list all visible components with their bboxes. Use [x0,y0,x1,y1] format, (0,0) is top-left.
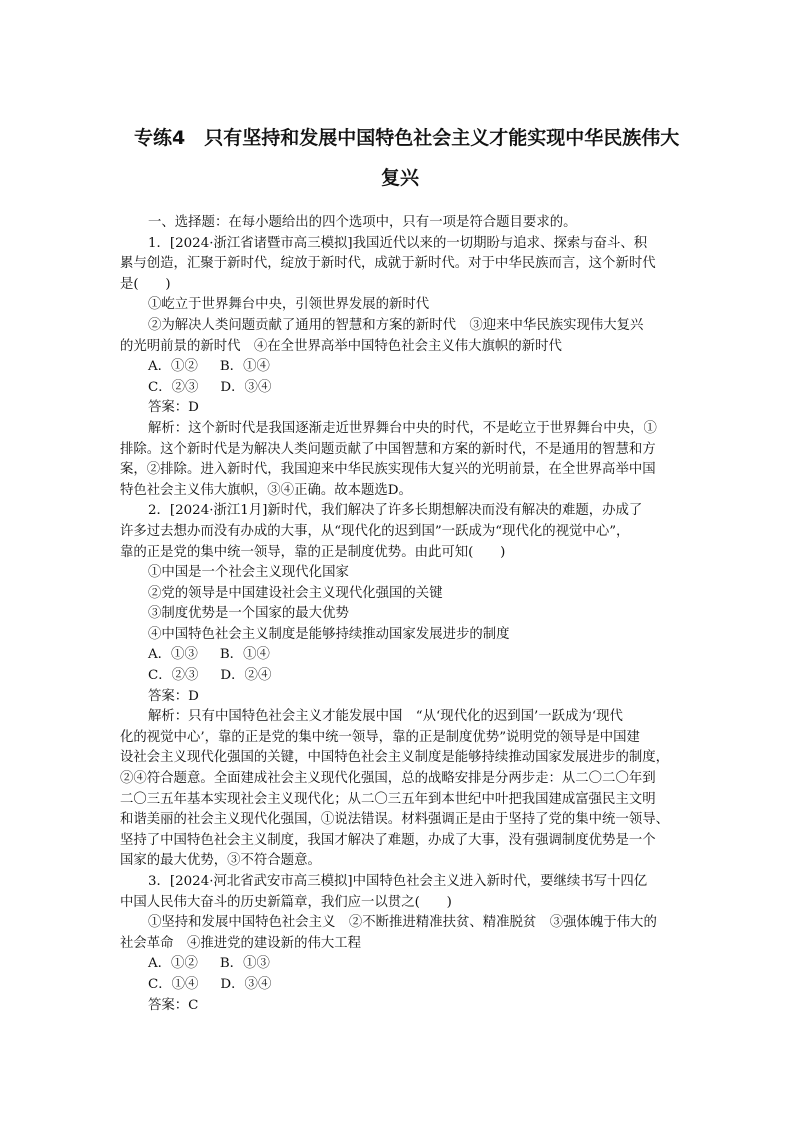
q1-option-c: C．②③ [148,379,199,395]
q3-item-line: 社会革命 ④推进党的建设新的伟大工程 [120,935,362,951]
q1-item-line: ②为解决人类问题贡献了通用的智慧和方案的新时代 ③迎来中华民族实现伟大复兴 [148,317,644,333]
q3-option-d: D．③④ [220,976,272,992]
q2-analysis-line: 和谐美丽的社会主义现代化强国，①说法错误。材料强调正是由于坚持了党的集中统一领导、 [120,812,670,828]
q3-options-row [120,975,680,996]
title-line-1: 专练4 只有坚持和发展中国特色社会主义才能实现中华民族伟大 [134,127,680,149]
q3-option-b: B．①③ [219,956,270,972]
q2-option-d: D．②④ [220,668,272,684]
q2-item-line: ④中国特色社会主义制度是能够持续推动国家发展进步的制度 [148,626,510,642]
q2-analysis-line: 设社会主义现代化强国的关键，中国特色社会主义制度是能够持续推动国家发展进步的制度， [120,750,670,766]
q2-option-a: A．①③ [148,647,198,663]
q3-answer: 答案：C [148,997,199,1013]
q1-analysis-line: 特色社会主义伟大旗帜，③④正确。故本题选D。 [120,482,412,498]
q2-stem-line: 靠的正是党的集中统一领导，靠的正是制度优势。由此可知( ) [120,544,506,560]
q3-option-c: C．①④ [148,976,199,992]
q1-answer: 答案：D [148,400,199,416]
q1-analysis-line: 排除。这个新时代是为解决人类问题贡献了中国智慧和方案的新时代，不是通用的智慧和方 [120,441,656,457]
q1-option-d: D．③④ [220,379,272,395]
q1-item-line: 的光明前景的新时代 ④在全世界高举中国特色社会主义伟大旗帜的新时代 [120,338,562,354]
document-body [120,213,680,1016]
q2-option-b: B．①④ [219,647,270,663]
q2-options-row [120,666,680,687]
q3-stem-line: 中国人民伟大奋斗的历史新篇章，我们应一以贯之( ) [120,894,452,910]
q2-item-line: ③制度优势是一个国家的最大优势 [148,606,349,622]
q2-analysis-line: 解析：只有中国特色社会主义才能发展中国 “从‘现代化的迟到国’一跃成为‘现代 [148,709,623,725]
q2-item-line: ②党的领导是中国建设社会主义现代化强国的关键 [148,585,443,601]
q1-stem-line: 累与创造，汇聚于新时代，绽放于新时代，成就于新时代。对于中华民族而言，这个新时代 [120,256,656,272]
document-title [120,118,680,198]
q3-item-line: ①坚持和发展中国特色社会主义 ②不断推进精准扶贫、精准脱贫 ③强体魄于伟大的 [148,915,657,931]
q3-stem-line: 3．[2024·河北省武安市高三模拟]中国特色社会主义进入新时代，要继续书写十四亿 [148,874,648,889]
q1-options-row [120,357,680,378]
q2-stem-line: 2．[2024·浙江1月]新时代，我们解决了许多长期想解决而没有解决的难题，办成了 [148,503,643,519]
q1-analysis-line: 案，②排除。进入新时代，我国迎来中华民族实现伟大复兴的光明前景，在全世界高举中国 [120,462,656,478]
title-line-2: 复兴 [380,167,419,189]
q2-analysis-line: 国家的最大优势，③不符合题意。 [120,853,321,869]
q2-stem-line: 许多过去想办而没有办成的大事，从“现代化的迟到国”一跃成为“现代化的视觉中心”， [120,523,630,539]
q2-options-row [120,645,680,666]
q2-analysis-line: 化的视觉中心’，靠的正是党的集中统一领导，靠的正是制度优势”说明党的领导是中国建 [120,729,640,745]
q3-options-row [120,954,680,975]
q1-item-line: ①屹立于世界舞台中央，引领世界发展的新时代 [148,297,430,313]
q2-option-c: C．②③ [148,668,199,684]
q2-analysis-line: 二〇三五年基本实现社会主义现代化；从二〇三五年到本世纪中叶把我国建成富强民主文明 [120,791,656,807]
q1-options-row [120,378,680,399]
section-heading: 一、选择题：在每小题给出的四个选项中，只有一项是符合题目要求的。 [148,215,577,230]
q1-analysis-line: 解析：这个新时代是我国逐渐走近世界舞台中央的时代，不是屹立于世界舞台中央，① [148,420,657,436]
q1-option-a: A．①② [148,359,198,375]
q1-stem-line: 是( ) [120,276,171,292]
q2-analysis-line: ②④符合题意。全面建成社会主义现代化强国，总的战略安排是分两步走：从二〇二〇年到 [120,771,656,787]
q1-option-b: B．①④ [219,359,270,375]
q2-answer: 答案：D [148,688,199,704]
q3-option-a: A．①② [148,956,198,972]
q2-analysis-line: 坚持了中国特色社会主义制度，我国才解决了难题，办成了大事，没有强调制度优势是一个 [120,832,656,848]
q1-stem-line: 1．[2024·浙江省诸暨市高三模拟]我国近代以来的一切期盼与追求、探索与奋斗、积 [148,235,648,251]
q2-item-line: ①中国是一个社会主义现代化国家 [148,565,349,581]
